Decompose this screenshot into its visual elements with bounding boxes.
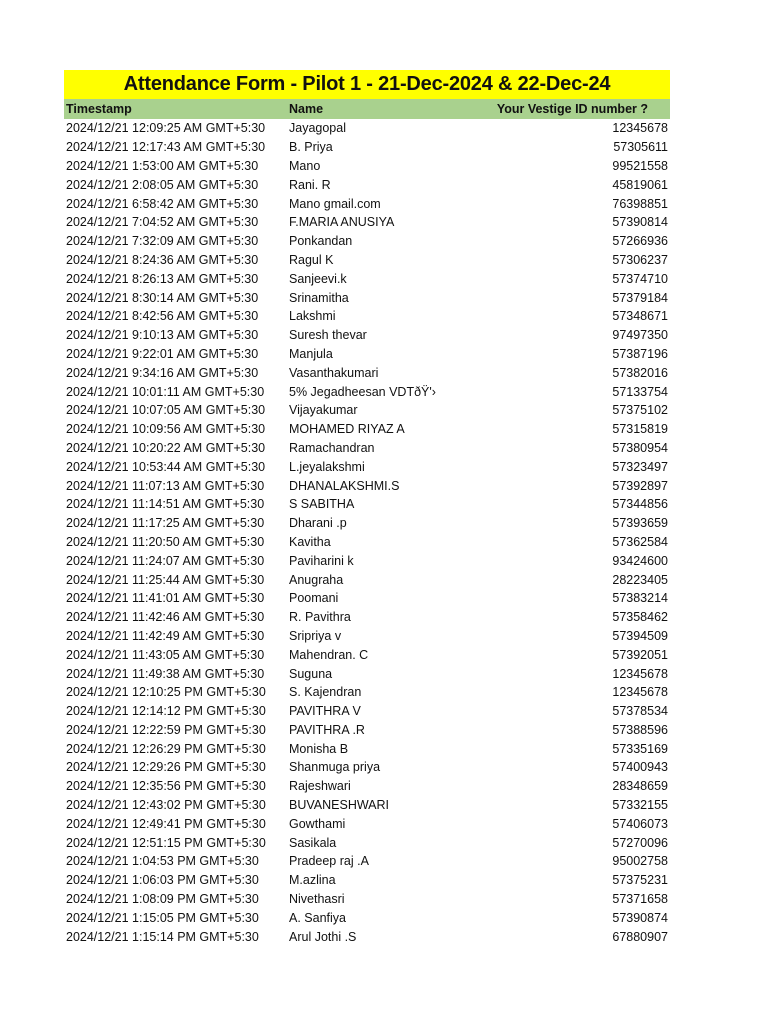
vestige-id-cell: 57371658 [612,892,668,907]
name-cell: Ponkandan [289,234,353,249]
timestamp-cell: 2024/12/21 12:51:15 PM GMT+5:30 [66,835,266,850]
name-cell: Kavitha [289,534,331,549]
table-row [64,890,670,909]
timestamp-cell: 2024/12/21 12:09:25 AM GMT+5:30 [66,121,266,136]
vestige-id-cell: 57375231 [612,873,668,888]
name-cell: Suguna [289,666,333,681]
name-cell: Vijayakumar [289,403,358,418]
table-row [64,382,670,401]
timestamp-cell: 2024/12/21 1:04:53 PM GMT+5:30 [66,854,259,869]
vestige-id-cell: 12345678 [612,121,668,136]
name-cell: Jayagopal [289,121,346,136]
column-header-row [64,99,670,119]
name-cell: Ragul K [289,252,334,267]
name-cell: Manjula [289,346,333,361]
vestige-id-cell: 57348671 [612,309,668,324]
table-row [64,551,670,570]
sheet-title: Attendance Form - Pilot 1 - 21-Dec-2024 & 22-Dec-24 [64,70,670,99]
name-cell: A. Sanfiya [289,910,346,925]
vestige-id-cell: 97497350 [612,328,668,343]
timestamp-cell: 2024/12/21 12:14:12 PM GMT+5:30 [66,704,266,719]
vestige-id-cell: 57390814 [612,215,668,230]
table-row [64,627,670,646]
name-cell: Ramachandran [289,440,375,455]
name-cell: DHANALAKSHMI.S [289,478,400,493]
timestamp-cell: 2024/12/21 11:43:05 AM GMT+5:30 [66,647,265,662]
vestige-id-cell: 57380954 [612,440,668,455]
timestamp-cell: 2024/12/21 2:08:05 AM GMT+5:30 [66,177,259,192]
timestamp-cell: 2024/12/21 12:22:59 PM GMT+5:30 [66,722,266,737]
table-row [64,852,670,871]
vestige-id-cell: 57266936 [612,234,668,249]
timestamp-cell: 2024/12/21 10:09:56 AM GMT+5:30 [66,422,266,437]
vestige-id-cell: 57392051 [612,647,668,662]
timestamp-cell: 2024/12/21 1:08:09 PM GMT+5:30 [66,892,259,907]
vestige-id-cell: 12345678 [612,666,668,681]
timestamp-cell: 2024/12/21 8:30:14 AM GMT+5:30 [66,290,259,305]
vestige-id-cell: 45819061 [612,177,668,192]
table-row [64,721,670,740]
vestige-id-cell: 57394509 [612,628,668,643]
vestige-id-cell: 57332155 [612,798,668,813]
table-row [64,608,670,627]
name-cell: PAVITHRA V [289,704,361,719]
name-cell: Gowthami [289,816,346,831]
name-cell: R. Pavithra [289,610,351,625]
name-cell: Rani. R [289,177,331,192]
table-row [64,570,670,589]
vestige-id-cell: 28223405 [612,572,668,587]
table-row [64,777,670,796]
table-row [64,175,670,194]
table-row [64,439,670,458]
name-cell: Sanjeevi.k [289,271,347,286]
table-row [64,533,670,552]
vestige-id-cell: 57400943 [612,760,668,775]
table-row [64,363,670,382]
name-cell: L.jeyalakshmi [289,459,365,474]
timestamp-cell: 2024/12/21 11:17:25 AM GMT+5:30 [66,516,265,531]
name-cell: MOHAMED RIYAZ A [289,422,405,437]
name-cell: Suresh thevar [289,328,367,343]
table-row [64,157,670,176]
name-cell: Paviharini k [289,553,354,568]
name-cell: B. Priya [289,140,333,155]
table-row [64,251,670,270]
timestamp-cell: 2024/12/21 12:10:25 PM GMT+5:30 [66,685,266,700]
timestamp-cell: 2024/12/21 9:10:13 AM GMT+5:30 [66,328,259,343]
table-row [64,908,670,927]
table-row [64,833,670,852]
table-row [64,288,670,307]
column-header-name: Name [289,102,324,116]
timestamp-cell: 2024/12/21 11:25:44 AM GMT+5:30 [66,572,265,587]
vestige-id-cell: 57387196 [612,346,668,361]
timestamp-cell: 2024/12/21 1:06:03 PM GMT+5:30 [66,873,259,888]
vestige-id-cell: 57378534 [612,704,668,719]
table-row [64,138,670,157]
table-row [64,213,670,232]
name-cell: Monisha B [289,741,349,756]
name-cell: PAVITHRA .R [289,722,365,737]
table-row [64,401,670,420]
timestamp-cell: 2024/12/21 6:58:42 AM GMT+5:30 [66,196,259,211]
name-cell: Mano gmail.com [289,196,381,211]
table-row [64,589,670,608]
column-header-timestamp: Timestamp [66,102,132,116]
vestige-id-cell: 57392897 [612,478,668,493]
name-cell: Lakshmi [289,309,336,324]
name-cell: BUVANESHWARI [289,798,390,813]
table-row [64,476,670,495]
table-row [64,702,670,721]
vestige-id-cell: 57382016 [612,365,668,380]
vestige-id-cell: 76398851 [612,196,668,211]
vestige-id-cell: 57406073 [612,816,668,831]
name-cell: Rajeshwari [289,779,351,794]
timestamp-cell: 2024/12/21 1:53:00 AM GMT+5:30 [66,158,259,173]
timestamp-cell: 2024/12/21 11:41:01 AM GMT+5:30 [66,591,265,606]
table-row [64,345,670,364]
vestige-id-cell: 12345678 [612,685,668,700]
attendance-sheet [64,70,670,946]
name-cell: Arul Jothi .S [289,929,357,944]
vestige-id-cell: 57390874 [612,910,668,925]
name-cell: Mano [289,158,321,173]
timestamp-cell: 2024/12/21 11:24:07 AM GMT+5:30 [66,553,265,568]
vestige-id-cell: 57379184 [612,290,668,305]
name-cell: Vasanthakumari [289,365,379,380]
table-row [64,269,670,288]
name-cell: Nivethasri [289,892,345,907]
timestamp-cell: 2024/12/21 12:26:29 PM GMT+5:30 [66,741,266,756]
timestamp-cell: 2024/12/21 11:42:46 AM GMT+5:30 [66,610,265,625]
timestamp-cell: 2024/12/21 7:04:52 AM GMT+5:30 [66,215,259,230]
vestige-id-cell: 57323497 [612,459,668,474]
vestige-id-cell: 57315819 [612,422,668,437]
vestige-id-cell: 57383214 [612,591,668,606]
table-row [64,927,670,946]
name-cell: S. Kajendran [289,685,362,700]
vestige-id-cell: 57133754 [612,384,668,399]
table-row [64,495,670,514]
table-row [64,645,670,664]
timestamp-cell: 2024/12/21 11:49:38 AM GMT+5:30 [66,666,265,681]
timestamp-cell: 2024/12/21 10:20:22 AM GMT+5:30 [66,440,266,455]
timestamp-cell: 2024/12/21 11:42:49 AM GMT+5:30 [66,628,265,643]
name-cell: Poomani [289,591,339,606]
timestamp-cell: 2024/12/21 12:43:02 PM GMT+5:30 [66,798,266,813]
vestige-id-cell: 67880907 [612,929,668,944]
name-cell: Dharani .p [289,516,347,531]
vestige-id-cell: 57362584 [612,534,668,549]
timestamp-cell: 2024/12/21 10:53:44 AM GMT+5:30 [66,459,266,474]
table-row [64,514,670,533]
vestige-id-cell: 57344856 [612,497,668,512]
table-row [64,739,670,758]
name-cell: 5% Jegadheesan VDTðŸ'› [289,384,436,399]
timestamp-cell: 2024/12/21 10:07:05 AM GMT+5:30 [66,403,266,418]
timestamp-cell: 2024/12/21 9:22:01 AM GMT+5:30 [66,346,259,361]
vestige-id-cell: 57358462 [612,610,668,625]
column-header-vestige-id: Your Vestige ID number ? [496,102,648,116]
timestamp-cell: 2024/12/21 10:01:11 AM GMT+5:30 [66,384,265,399]
attendance-rows [64,119,670,946]
name-cell: Sripriya v [289,628,342,643]
table-row [64,664,670,683]
name-cell: F.MARIA ANUSIYA [289,215,395,230]
table-row [64,194,670,213]
vestige-id-cell: 57393659 [612,516,668,531]
name-cell: S SABITHA [289,497,355,512]
vestige-id-cell: 57306237 [612,252,668,267]
table-row [64,871,670,890]
table-row [64,232,670,251]
vestige-id-cell: 57270096 [612,835,668,850]
table-row [64,420,670,439]
name-cell: Anugraha [289,572,344,587]
table-row [64,796,670,815]
name-cell: Srinamitha [289,290,349,305]
timestamp-cell: 2024/12/21 1:15:05 PM GMT+5:30 [66,910,259,925]
timestamp-cell: 2024/12/21 11:07:13 AM GMT+5:30 [66,478,265,493]
timestamp-cell: 2024/12/21 12:49:41 PM GMT+5:30 [66,816,266,831]
timestamp-cell: 2024/12/21 9:34:16 AM GMT+5:30 [66,365,259,380]
name-cell: Pradeep raj .A [289,854,369,869]
timestamp-cell: 2024/12/21 8:24:36 AM GMT+5:30 [66,252,259,267]
vestige-id-cell: 93424600 [612,553,668,568]
timestamp-cell: 2024/12/21 8:26:13 AM GMT+5:30 [66,271,259,286]
vestige-id-cell: 57305611 [613,140,668,155]
timestamp-cell: 2024/12/21 12:17:43 AM GMT+5:30 [66,140,266,155]
vestige-id-cell: 28348659 [612,779,668,794]
vestige-id-cell: 57374710 [612,271,668,286]
timestamp-cell: 2024/12/21 11:14:51 AM GMT+5:30 [66,497,265,512]
table-row [64,683,670,702]
vestige-id-cell: 57335169 [612,741,668,756]
table-row [64,119,670,138]
table-row [64,326,670,345]
table-row [64,307,670,326]
table-row [64,814,670,833]
table-row [64,457,670,476]
name-cell: Sasikala [289,835,337,850]
name-cell: M.azlina [289,873,336,888]
vestige-id-cell: 99521558 [612,158,668,173]
timestamp-cell: 2024/12/21 8:42:56 AM GMT+5:30 [66,309,259,324]
timestamp-cell: 2024/12/21 7:32:09 AM GMT+5:30 [66,234,259,249]
vestige-id-cell: 57388596 [612,722,668,737]
timestamp-cell: 2024/12/21 11:20:50 AM GMT+5:30 [66,534,265,549]
vestige-id-cell: 57375102 [612,403,668,418]
name-cell: Mahendran. C [289,647,369,662]
timestamp-cell: 2024/12/21 12:35:56 PM GMT+5:30 [66,779,266,794]
table-row [64,758,670,777]
name-cell: Shanmuga priya [289,760,381,775]
timestamp-cell: 2024/12/21 1:15:14 PM GMT+5:30 [66,929,259,944]
vestige-id-cell: 95002758 [612,854,668,869]
timestamp-cell: 2024/12/21 12:29:26 PM GMT+5:30 [66,760,266,775]
